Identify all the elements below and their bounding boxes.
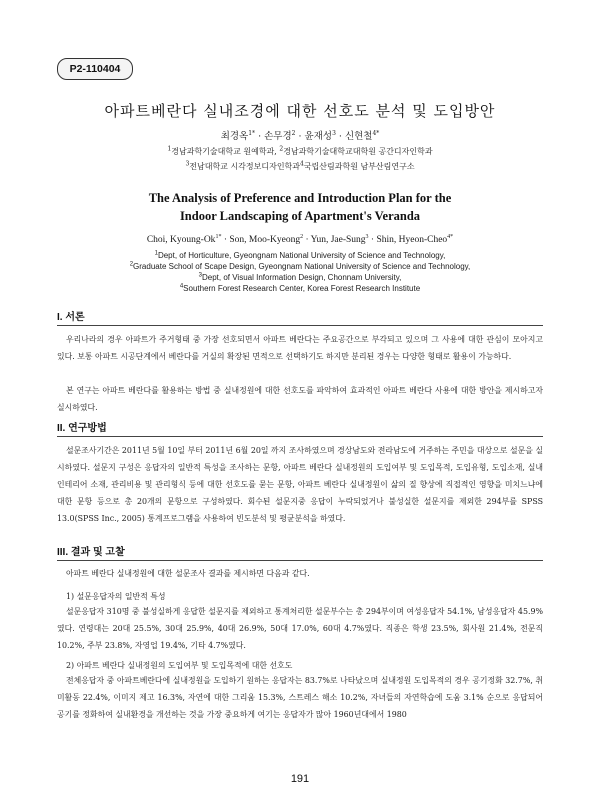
section-heading-methods: II. 연구방법 — [57, 423, 107, 434]
section-heading-introduction: I. 서론 — [57, 312, 85, 323]
section-heading-results: III. 결과 및 고찰 — [57, 547, 125, 558]
korean-authors: 최경옥$^{1*}$ · 손무경$^2$ · 윤재성$^3$ · 신현철$^{4*}$ — [220, 129, 380, 142]
subsection-heading-1: 1) 설문응답자의 일반적 특성 — [66, 592, 166, 601]
results-paragraph-2: 전체응답자 중 아파트베란다에 실내정원을 도입하기 원하는 응답자는 83.7%로 나타났으며 실내정원 도입목적의 경우 공기정화 32.7%, 취미활동 22.4%, 이미지 제고 16.3%, 자연에 대한 그리움 15.3%, 스트레스 해소 10.2%, 자녀들의 자연학습에 도움 3.1% 순으로 응답되어 공기를 정화하여 실내환경을 개선하는 것을 가장 중요하게 여기는 응답자가 많아 1960년대에서 1980 — [57, 676, 543, 719]
english-affiliation-4: $^4$Southern Forest Research Center, Korea Forest Research Institute — [179, 283, 421, 293]
english-title-line-2: Indoor Landscaping of Apartment's Veranda — [179, 209, 421, 223]
introduction-paragraph-1: 우리나라의 경우 아파트가 주거형태 중 가장 선호되면서 아파트 베란다는 주요공간으로 부각되고 있으며 그 사용에 대한 관심이 모아지고 있다. 보통 아파트 시공단계에서 베란다를 거실의 확장된 면적으로 선택하기도 하지만 분리된 경우는 다양한 형태로 활용이 가능하다. — [57, 335, 543, 361]
section-divider — [57, 325, 543, 326]
english-title-line-1: The Analysis of Preference and Introduction Plan for the — [148, 191, 452, 205]
paper-id-badge: P2-110404 — [57, 58, 133, 80]
methods-paragraph: 설문조사기간은 2011년 5월 10일 부터 2011년 6월 20일 까지 조사하였으며 경상남도와 전라남도에 거주하는 주민을 대상으로 설문을 실시하였다. 설문지 구성은 응답자의 일반적 특성을 조사하는 문항, 아파트 베란다 실내정원의 도입여부 및 도입목적, 도입유형, 도입소재, 실내 인테리어 소재, 관리비용 및 관리형식 등에 대한 선호도를 묻는 문항, 아파트 베란다 실내정원이 삶의 질 향상에 직접적인 영향을 미치느냐에 대한 문항 등으로 총 20개의 문항으로 구성하였다. 회수된 설문지중 응답이 누락되었거나 불성실한 설문지를 제외한 294부를 SPSS 13.0(SPSS Inc., 2005) 통계프로그램을 사용하여 빈도분석 및 평균분석을 하였다. — [57, 446, 543, 523]
results-paragraph-1: 설문응답자 310명 중 불성실하게 응답한 설문지를 제외하고 통계처리한 설문부수는 총 294부이며 여성응답자 54.1%, 남성응답자 45.9%였다. 연령대는 20대 25.5%, 30대 25.9%, 40대 26.9%, 50대 17.0%, 60대 4.7%였다. 직종은 학생 23.5%, 회사원 21.4%, 전문직 10.2%, 주부 23.8%, 자영업 19.4%, 기타 4.7%였다. — [57, 607, 543, 650]
results-intro: 아파트 베란다 실내정원에 대한 설문조사 결과를 제시하면 다음과 같다. — [66, 569, 310, 578]
korean-affiliation-line-1: $^1$경남과학기술대학교 원예학과, $^2$경남과학기술대학교대학원 공간디자인학과 — [167, 145, 433, 156]
introduction-paragraph-2: 본 연구는 아파트 베란다를 활용하는 방법 중 실내정원에 대한 선호도를 파악하여 효과적인 아파트 베란다 사용에 대한 방안을 제시하고자 실시하였다. — [57, 386, 543, 412]
page-number: 191 — [290, 773, 310, 785]
korean-title: 아파트베란다 실내조경에 대한 선호도 분석 및 도입방안 — [104, 102, 496, 120]
section-divider — [57, 560, 543, 561]
korean-affiliation-line-2: $^3$전남대학교 시각정보디자인학과$^4$국립산림과학원 남부산림연구소 — [185, 160, 415, 171]
section-divider — [57, 436, 543, 437]
english-authors: Choi, Kyoung-$Ok^{1*}$ · Son, Moo-Kyeong$^2$ · Yun, Jae-Sung$^3$ · Shin, Hyeon-Cheo$^{4*}$ — [146, 233, 454, 245]
english-affiliation-2: $^2$Graduate School of Scape Design, Gyeongnam National University of Science and Technology, — [129, 261, 471, 271]
subsection-heading-2: 2) 아파트 베란다 실내정원의 도입여부 및 도입목적에 대한 선호도 — [66, 661, 293, 670]
english-affiliation-1: $^1$Dept, of Horticulture, Gyeongnam National University of Science and Technology, — [154, 250, 446, 260]
english-affiliation-3: $^3$Dept, of Visual Information Design, Chonnam University, — [198, 272, 402, 282]
